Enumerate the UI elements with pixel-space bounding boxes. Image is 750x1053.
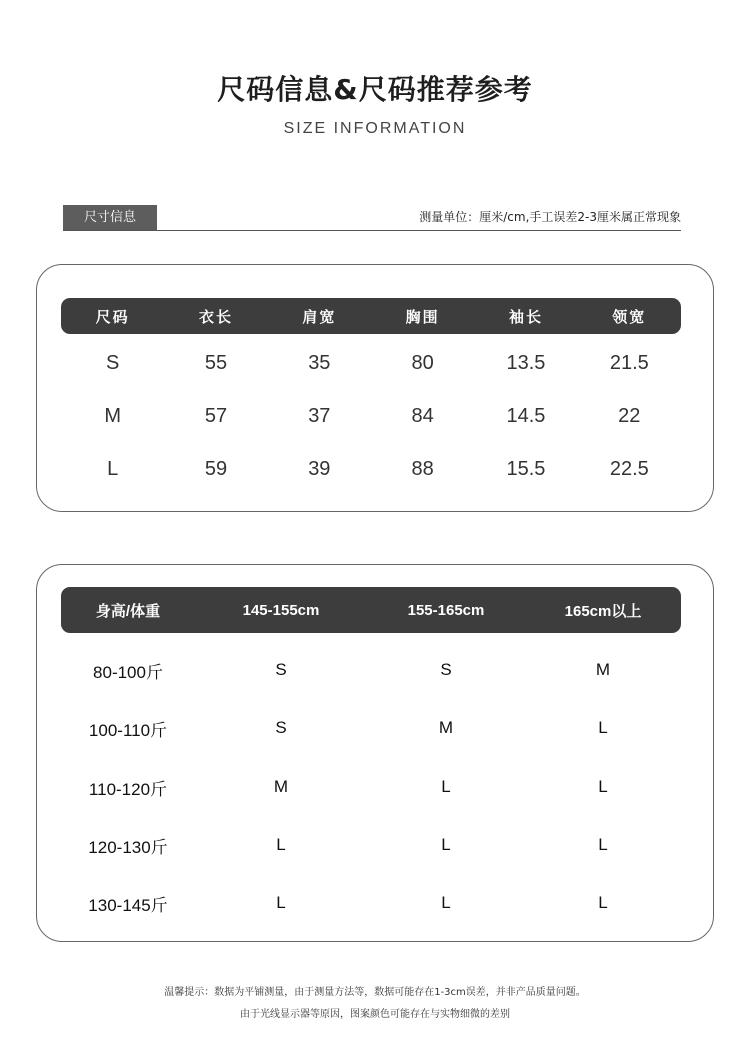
table-cell: L (441, 835, 451, 854)
table-cell: S (275, 660, 287, 679)
table-cell: M (104, 404, 121, 427)
table-cell: 13.5 (506, 351, 546, 374)
table-cell: L (276, 893, 286, 912)
table-cell: 80-100斤 (93, 662, 163, 682)
header-cell: 胸围 (405, 307, 440, 326)
header-cell: 165cm以上 (564, 602, 642, 620)
size-table-header (61, 298, 681, 334)
table-cell: 57 (204, 404, 228, 427)
size-table (36, 264, 714, 512)
table-row (61, 890, 681, 916)
table-cell: 37 (308, 404, 331, 427)
table-cell: M (438, 718, 454, 737)
table-row (61, 715, 681, 741)
table-cell: S (275, 718, 287, 737)
header-cell: 衣长 (198, 307, 233, 326)
table-cell: 88 (411, 457, 434, 480)
table-cell: 22 (618, 404, 641, 427)
footer-note-2: 由于光线显示器等原因，图案颜色可能存在与实物细微的差别 (240, 1009, 510, 1020)
table-row (61, 832, 681, 858)
header-cell: 155-165cm (407, 601, 485, 619)
header-cell: 领宽 (612, 307, 647, 326)
table-cell: L (276, 835, 286, 854)
table-cell: L (598, 893, 608, 912)
recommend-table-header (61, 587, 681, 633)
table-cell: L (441, 777, 451, 796)
table-cell: 80 (411, 351, 434, 374)
table-cell: L (107, 457, 119, 480)
table-cell: 100-110斤 (88, 720, 168, 740)
table-cell: 59 (204, 457, 228, 480)
table-cell: M (273, 777, 289, 796)
header-cell: 尺码 (95, 307, 130, 326)
table-cell: S (440, 660, 452, 679)
header-cell: 145-155cm (242, 601, 320, 619)
section-header (63, 205, 681, 231)
table-cell: 14.5 (506, 404, 546, 427)
recommend-table (36, 564, 714, 942)
table-cell: 35 (308, 351, 331, 374)
table-cell: 110-120斤 (88, 779, 168, 799)
table-row (61, 657, 681, 683)
table-cell: 15.5 (506, 457, 546, 480)
footer-note-1: 温馨提示：数据为平铺测量，由于测量方法等，数据可能存在1-3cm误差，并非产品质量问题。 (164, 987, 586, 998)
header-cell: 肩宽 (302, 307, 337, 326)
table-cell: 22.5 (609, 457, 649, 480)
header-cell: 袖长 (508, 307, 543, 326)
table-row (61, 349, 681, 377)
header-cell: 身高/体重 (95, 602, 161, 620)
measurement-note: 测量单位：厘米/cm,手工误差2-3厘米属正常现象 (419, 210, 681, 224)
table-cell: 55 (204, 351, 228, 374)
table-cell: L (598, 777, 608, 796)
table-cell: 21.5 (609, 351, 649, 374)
table-row (61, 774, 681, 800)
table-cell: 39 (308, 457, 331, 480)
section-tag: 尺寸信息 (63, 205, 157, 230)
page-title: 尺码信息&尺码推荐参考 (217, 73, 533, 106)
table-cell: S (105, 351, 120, 374)
table-cell: L (598, 835, 608, 854)
table-cell: L (598, 718, 608, 737)
table-cell: M (595, 660, 611, 679)
table-cell: 120-130斤 (88, 837, 168, 857)
page-subtitle: SIZE INFORMATION (283, 120, 467, 137)
table-cell: L (441, 893, 451, 912)
table-cell: 84 (411, 404, 434, 427)
table-cell: 130-145斤 (88, 895, 168, 915)
table-row (61, 402, 681, 430)
table-row (61, 455, 681, 483)
